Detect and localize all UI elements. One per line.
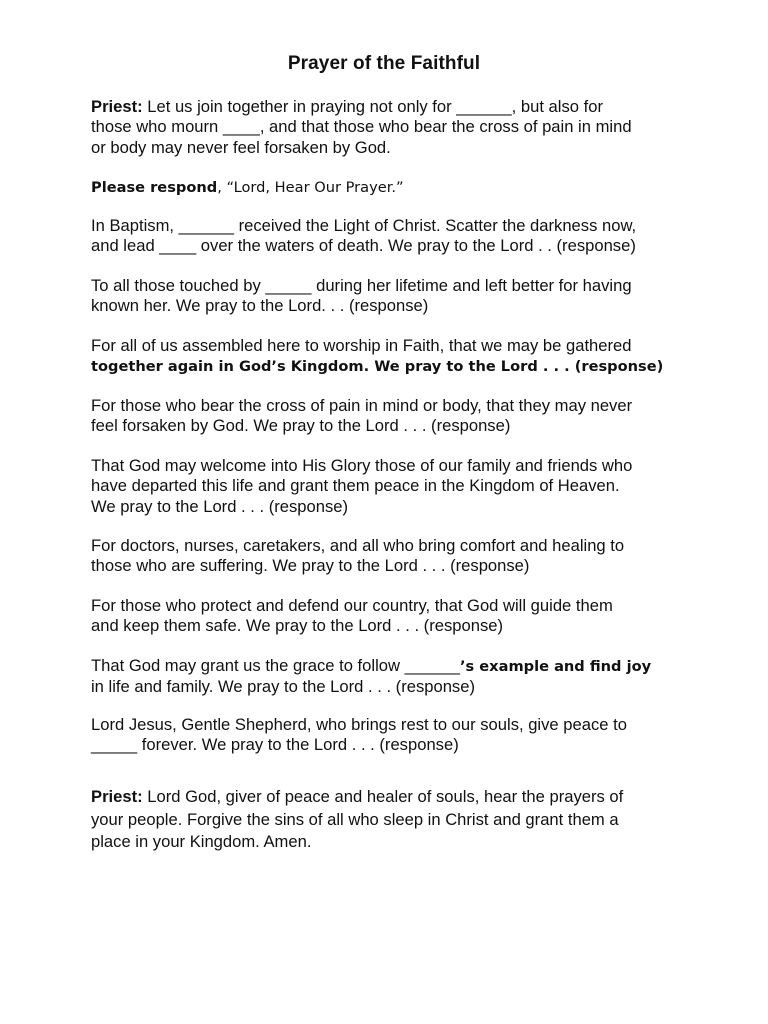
petition-grace	[91, 656, 691, 698]
priest-label: Priest:	[91, 97, 143, 116]
petition-doctors: For doctors, nurses, caretakers, and all who bring comfort and healing to those who are suffering. We pray to the Lord . . . (response)	[91, 536, 625, 576]
petition-grace-start: That God may grant us the grace to follow ______	[91, 656, 460, 675]
respond-instruction	[91, 177, 691, 198]
petition-country: For those who protect and defend our country, that God will guide them and keep them safe. We pray to the Lord . . . (response)	[91, 596, 613, 636]
petition-shepherd: Lord Jesus, Gentle Shepherd, who brings rest to our souls, give peace to _____ forever. We pray to the Lord . . . (response)	[91, 715, 627, 755]
petition-assembled-line2: together again in God’s Kingdom. We pray to the Lord . . . (response)	[91, 358, 664, 376]
priest-closing-label: Priest:	[91, 787, 143, 806]
priest-closing-paragraph	[91, 786, 691, 854]
petition-glory: That God may welcome into His Glory those of our family and friends who have departed this life and grant them peace in the Kingdom of Heaven. We pray to the Lord . . . (response)	[91, 456, 633, 516]
petition-touched: To all those touched by _____ during her lifetime and left better for having known her. We pray to the Lord. . . (response)	[91, 276, 632, 316]
petition-assembled	[91, 336, 691, 378]
priest-intro-paragraph	[91, 97, 691, 158]
respond-text: , “Lord, Hear Our Prayer.”	[217, 179, 404, 196]
page-title: Prayer of the Faithful	[287, 53, 481, 74]
priest-closing-text: Lord God, giver of peace and healer of souls, hear the prayers of your people. Forgive the sins of all who sleep in Christ and grant them a place in your Kingdom. Amen.	[91, 787, 624, 851]
petition-assembled-line1: For all of us assembled here to worship in Faith, that we may be gathered	[91, 336, 632, 355]
petition-grace-bold: ’s example and find joy	[459, 658, 652, 675]
petition-baptism: In Baptism, ______ received the Light of Christ. Scatter the darkness now, and lead ____ over the waters of death. We pray to the Lord . . (response)	[91, 216, 637, 256]
respond-label: Please respond	[91, 179, 218, 196]
petition-grace-end: in life and family. We pray to the Lord . . . (response)	[91, 677, 475, 697]
petition-cross: For those who bear the cross of pain in mind or body, that they may never feel forsaken by God. We pray to the Lord . . . (response)	[91, 396, 633, 436]
priest-intro-text: Let us join together in praying not only for ______, but also for those who mourn ____, and that those who bear the cross of pain in mind or body may never feel forsaken by God.	[91, 97, 632, 157]
